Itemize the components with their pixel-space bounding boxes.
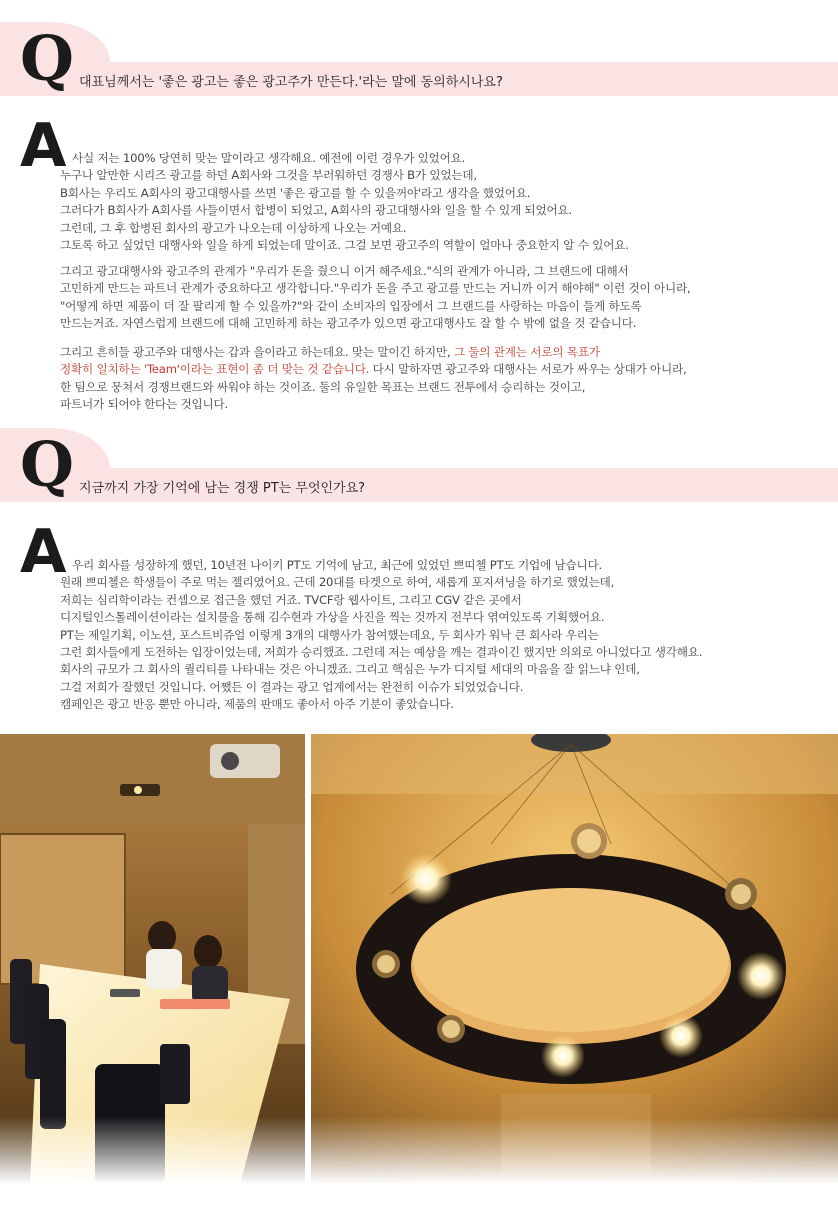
answer-letter: A <box>20 517 67 587</box>
text-line: 그런 회사들에게 도전하는 입장이었는데, 저희가 승리했죠. 그런데 저는 예상을 깨는 결과이긴 했지만 의외로 아니었다고 생각해요. <box>60 645 703 660</box>
text-plain: 그리고 흔히들 광고주와 대행사는 갑과 을이라고 하는데요. 맞는 말이긴 하지만, <box>60 345 454 359</box>
text-line: 그토록 하고 싶었던 대행사와 일을 하게 되었는데 말이죠. 그걸 보면 광고주의 역할이 얼마나 중요한지 알 수 있어요. <box>60 238 629 253</box>
text-line: 사실 저는 100% 당연히 맞는 말이라고 생각해요. 예전에 이런 경우가 있었어요. <box>72 151 466 165</box>
question-2-text: 지금까지 가장 기억에 남는 경쟁 PT는 무엇인가요? <box>79 481 366 496</box>
text-line: 원래 쁘띠첼은 학생들이 주로 먹는 젤리였어요. 근데 20대를 타겟으로 하여, 새롭게 포지셔닝을 하기로 했었는데, <box>60 575 615 590</box>
text-plain: 다시 말하자면 광고주와 대행사는 서로가 싸우는 상대가 아니라, <box>369 362 687 377</box>
text-line: B회사는 우리도 A회사의 광고대행사를 쓰면 '좋은 광고를 할 수 있을꺼야'라고 생각을 했었어요. <box>60 185 531 200</box>
question-letter: Q <box>20 428 75 501</box>
ring-lamp-photo <box>311 734 838 1184</box>
text-line: 저희는 심리학이라는 컨셉으로 접근을 했던 거죠. TVCF랑 웹사이트, 그리고 CGV 같은 곳에서 <box>60 592 522 607</box>
text-line: 고민하게 만드는 파트너 관계가 중요하다고 생각합니다."우리가 돈을 주고 광고를 만드는 거니까 이거 해야해" 이런 것이 아니라, <box>60 281 691 296</box>
text-line: "어떻게 하면 제품이 더 잘 팔리게 할 수 있을까?"와 같이 소비자의 입장에서 그 브랜드를 사랑하는 마음이 들게 하도록 <box>60 298 642 313</box>
highlight-text: 정확히 일치하는 'Team'이라는 표현이 좀 더 맞는 것 같습니다. <box>60 362 370 377</box>
text-line: 캠페인은 광고 반응 뿐만 아니라, 제품의 판매도 좋아서 아주 기분이 좋았습니다. <box>60 697 454 712</box>
ring-lamp-illustration <box>311 734 838 1184</box>
text-line <box>60 344 838 361</box>
text-line: PT는 제일기획, 이노션, 포스트비쥬얼 이렇게 3개의 대행사가 참여했는데요, 두 회사가 워낙 큰 회사라 우리는 <box>60 627 599 642</box>
text-line: 그걸 저희가 잘했던 것입니다. 어쨌든 이 결과는 광고 업계에서는 완전히 이슈가 되었었습니다. <box>60 679 524 694</box>
text-line: 파트너가 되어야 한다는 것입니다. <box>60 397 228 412</box>
answer-1-paragraph-3 <box>60 344 838 414</box>
text-line: 회사의 규모가 그 회사의 퀄리티를 나타내는 것은 아니겠죠. 그리고 핵심은 누가 디지털 세대의 마음을 잘 읽느냐 인데, <box>60 662 640 677</box>
text-line <box>60 361 838 378</box>
question-letter: Q <box>20 22 75 95</box>
meeting-room-illustration <box>0 734 305 1184</box>
text-line: 그리고 광고대행사와 광고주의 관계가 "우리가 돈을 줬으니 이거 해주세요."식의 관계가 아니라, 그 브랜드에 대해서 <box>60 264 629 278</box>
text-line: 디지털인스톨레이션이라는 설치물을 통해 김수현과 가상을 사진을 찍는 것까지 전부다 엮여있도록 기획했어요. <box>60 610 605 625</box>
answer-letter: A <box>20 111 67 181</box>
meeting-room-photo <box>0 734 305 1184</box>
text-line: 우리 회사를 성장하게 했던, 10년전 나이키 PT도 기억에 남고, 최근에 있었던 쁘띠첼 PT도 기업에 남습니다. <box>72 558 602 572</box>
answer-1-paragraph-1 <box>60 150 838 254</box>
text-line: 한 팀으로 뭉쳐서 경쟁브랜드와 싸워야 하는 것이죠. 둘의 유일한 목표는 브랜드 전투에서 승리하는 것이고, <box>60 379 586 394</box>
text-line: 그런데, 그 후 합병된 회사의 광고가 나오는데 이상하게 나오는 거예요. <box>60 220 407 235</box>
answer-2-paragraph <box>60 557 838 714</box>
question-1-text: 대표님께서는 '좋은 광고는 좋은 광고주가 만든다.'라는 말에 동의하시나요? <box>79 75 503 90</box>
answer-1-paragraph-2 <box>60 263 838 333</box>
text-line: 만드는거죠. 자연스럽게 브랜드에 대해 고민하게 하는 광고주가 있으면 광고대행사도 잘 할 수 밖에 없을 것 같습니다. <box>60 316 637 331</box>
text-line: 그러다가 B회사가 A회사를 사들이면서 합병이 되었고, A회사의 광고대행사와 일을 할 수 있게 되었어요. <box>60 203 572 218</box>
text-line: 누구나 알만한 시리즈 광고를 하던 A회사와 그것을 부러워하던 경쟁사 B가 있었는데, <box>60 168 477 183</box>
highlight-text: 그 둘의 관계는 서로의 목표가 <box>453 345 600 359</box>
